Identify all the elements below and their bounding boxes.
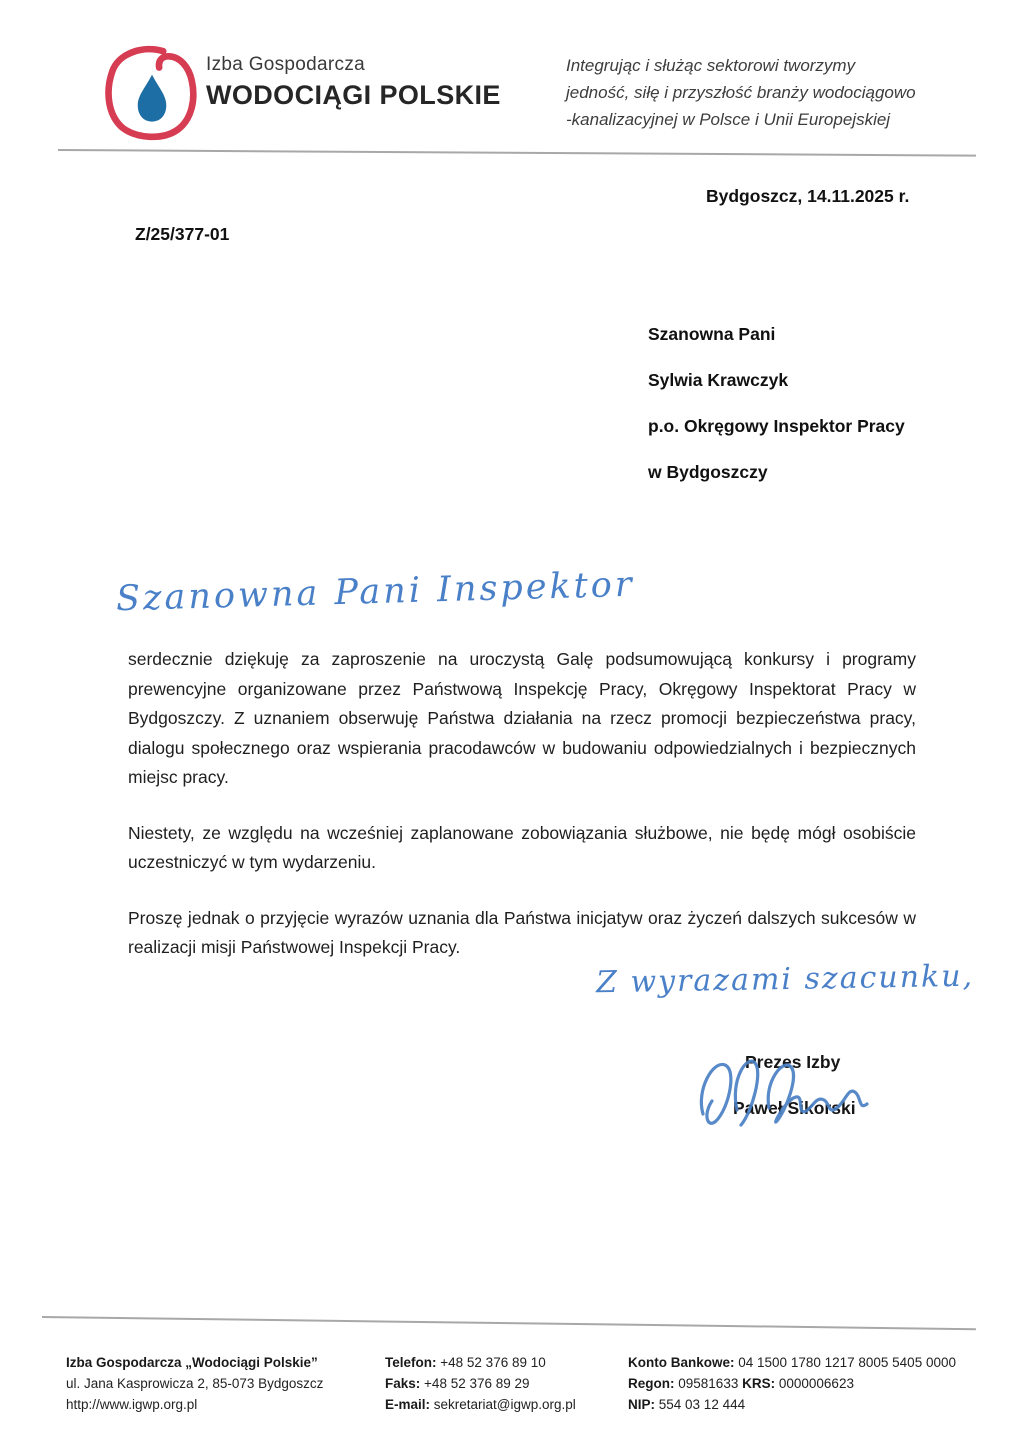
footer-registry-block xyxy=(628,1352,978,1415)
fax-label: Faks: xyxy=(385,1376,421,1391)
reference-number: Z/25/377-01 xyxy=(135,224,230,244)
krs-number: 0000006623 xyxy=(778,1376,854,1391)
recipient-city: w Bydgoszczy xyxy=(648,462,768,482)
letter-body xyxy=(128,645,916,989)
recipient-salutation: Szanowna Pani xyxy=(648,324,776,344)
footer-bank-row xyxy=(628,1352,978,1373)
footer-org-name: Izba Gospodarcza „Wodociągi Polskie” xyxy=(66,1355,318,1370)
body-paragraph: Proszę jednak o przyjęcie wyrazów uznania dla Państwa inicjatyw oraz życzeń dalszych sukcesów w realizacji misji Państwowej Inspekcji Pracy. xyxy=(128,907,916,957)
recipient-block xyxy=(648,324,905,508)
email-label: E-mail: xyxy=(385,1397,431,1412)
org-tagline xyxy=(566,52,966,133)
footer-address-block xyxy=(66,1352,366,1415)
recipient-name: Sylwia Krawczyk xyxy=(648,370,789,390)
phone-number: +48 52 376 89 10 xyxy=(440,1355,546,1370)
nip-number: 554 03 12 444 xyxy=(658,1397,746,1412)
signatory-name: Paweł Sikorski xyxy=(733,1098,856,1118)
nip-label: NIP: xyxy=(628,1397,655,1412)
org-logo xyxy=(100,42,202,142)
body-paragraph: serdecznie dziękuję za zaproszenie na uroczystą Galę podsumowującą konkursy i programy prewencyjne organizowane przez Państwową Inspekcję Pracy, Okręgowy Inspektorat Pracy w Bydgoszczy. Z uznaniem obserwuję Państwa działania na rzecz promocji bezpieczeństwa pracy, dialogu społecznego oraz wspierania pracodawców w budowaniu odpowiedzialnych i bezpiecznych miejsc pracy. xyxy=(128,649,916,787)
bank-label: Konto Bankowe: xyxy=(628,1355,735,1370)
date-place-line: Bydgoszcz, 14.11.2025 r. xyxy=(706,186,910,206)
footer-phone-row xyxy=(385,1352,625,1373)
footer-nip-row xyxy=(628,1394,978,1415)
footer-divider xyxy=(42,1316,976,1330)
org-name: WODOCIĄGI POLSKIE xyxy=(206,80,501,110)
footer-street-address: ul. Jana Kasprowicza 2, 85-073 Bydgoszcz xyxy=(66,1376,324,1391)
bank-account-number: 04 1500 1780 1217 8005 5405 0000 xyxy=(738,1355,956,1370)
logo-graphic xyxy=(100,42,202,142)
handwritten-closing: Z wyrazami szacunku, xyxy=(595,958,975,1001)
krs-label: KRS: xyxy=(742,1376,776,1391)
footer-contact-block xyxy=(385,1352,625,1415)
handwritten-signature xyxy=(693,1048,883,1148)
logo-drop-icon xyxy=(138,75,167,122)
regon-number: 09581633 xyxy=(678,1376,739,1391)
tagline-line: jedność, siłę i przyszłość branży wodociągowo xyxy=(566,83,916,102)
org-subtitle: Izba Gospodarcza xyxy=(206,54,365,75)
handwritten-greeting: Szanowna Pani Inspektor xyxy=(115,564,636,620)
footer-regon-krs-row xyxy=(628,1373,978,1394)
footer-fax-row xyxy=(385,1373,625,1394)
header-divider xyxy=(58,149,976,157)
regon-label: Regon: xyxy=(628,1376,675,1391)
recipient-title: p.o. Okręgowy Inspektor Pracy xyxy=(648,416,905,436)
phone-label: Telefon: xyxy=(385,1355,437,1370)
org-title-block xyxy=(206,54,501,111)
email-address: sekretariat@igwp.org.pl xyxy=(433,1397,576,1412)
signature-title: Prezes Izby xyxy=(745,1052,841,1072)
footer-website-url: http://www.igwp.org.pl xyxy=(66,1397,198,1412)
body-paragraph: Niestety, ze względu na wcześniej zaplanowane zobowiązania służbowe, nie będę mógł osobiście uczestniczyć w tym wydarzeniu. xyxy=(128,822,916,872)
footer-email-row xyxy=(385,1394,625,1415)
signature-stroke xyxy=(693,1048,883,1148)
tagline-line: Integrując i służąc sektorowi tworzymy xyxy=(566,56,856,75)
tagline-line: -kanalizacyjnej w Polsce i Unii Europejskiej xyxy=(566,110,891,129)
fax-number: +48 52 376 89 29 xyxy=(424,1376,530,1391)
